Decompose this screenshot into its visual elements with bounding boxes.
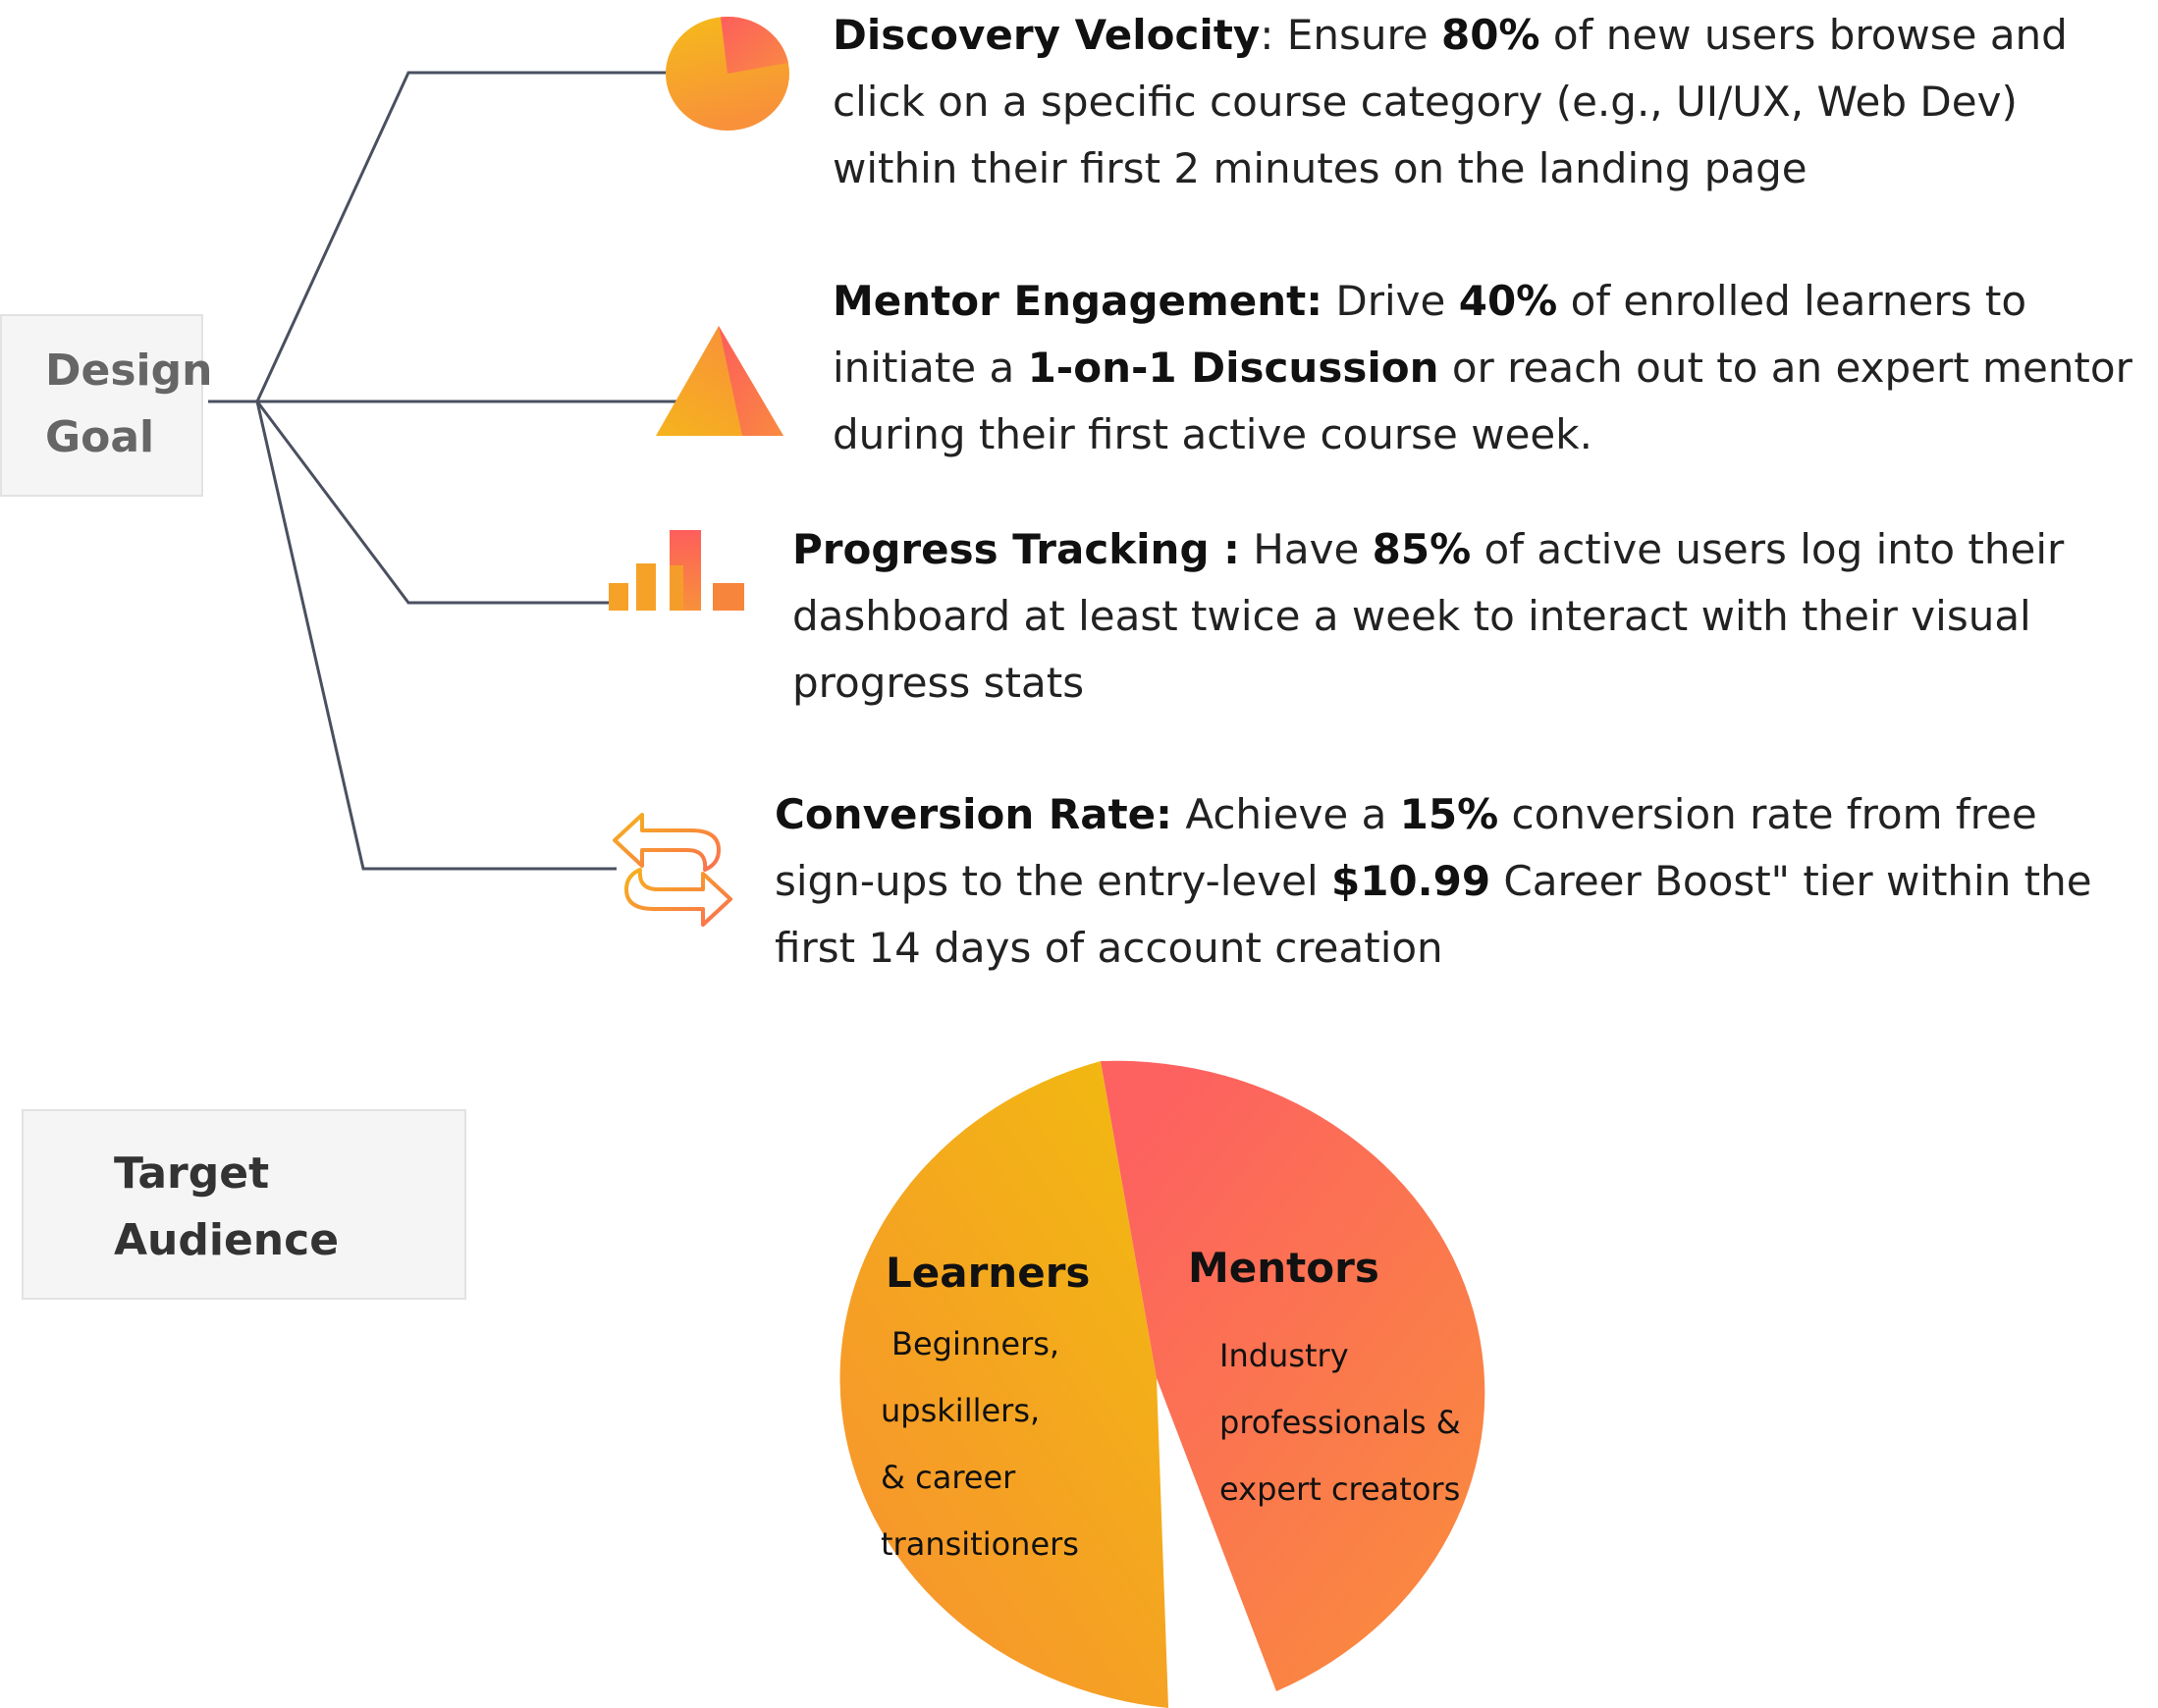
pie-chart-icon [664, 14, 791, 133]
mentors-line: Industry [1219, 1337, 1349, 1374]
goal-text: sign-ups to the entry-level [775, 857, 1331, 905]
goal-text: Achieve a [1171, 790, 1400, 838]
design-goal-label-line2: Goal [45, 412, 155, 462]
exchange-arrows-icon [611, 813, 734, 931]
goal-stat: 15% [1399, 790, 1499, 838]
goal-mentor-engagement [833, 268, 2132, 468]
learners-line: Beginners, [891, 1325, 1060, 1362]
learners-title: Learners [886, 1249, 1091, 1297]
target-audience-label-line2: Audience [114, 1215, 340, 1265]
audience-pie [776, 1031, 1561, 1708]
goal-text: conversion rate from free [1498, 790, 2037, 838]
goal-title: Conversion Rate: [775, 790, 1172, 838]
target-audience-label [22, 1109, 466, 1300]
goal-discovery-velocity [833, 2, 2068, 202]
goal-text: progress stats [792, 659, 1085, 707]
goal-text: first 14 days of account creation [775, 924, 1443, 972]
goal-text: of active users log into their [1471, 525, 2065, 573]
learners-line: upskillers, [881, 1392, 1041, 1429]
goal-emphasis: 1-on-1 Discussion [1027, 344, 1439, 392]
triangle-icon [654, 324, 785, 438]
goal-text: during their first active course week. [833, 410, 1592, 458]
goal-text: click on a specific course category (e.g., UI/UX, Web Dev) [833, 78, 2018, 126]
goal-text: or reach out to an expert mentor [1438, 344, 2132, 392]
mentors-title: Mentors [1188, 1244, 1379, 1292]
goal-text: of new users browse and [1539, 11, 2068, 59]
goal-text: initiate a [833, 344, 1028, 392]
goal-text: within their first 2 minutes on the landing page [833, 144, 1807, 192]
goal-text: Drive [1322, 277, 1459, 325]
goal-text: of enrolled learners to [1557, 277, 2027, 325]
goal-stat: 80% [1440, 11, 1540, 59]
connector-branch-3 [257, 401, 614, 603]
learners-line: transitioners [881, 1525, 1079, 1563]
mentors-line: professionals & [1219, 1404, 1461, 1441]
goal-stat: 85% [1372, 525, 1472, 573]
goal-title: Discovery Velocity [833, 11, 1261, 59]
goal-text: Career Boost" tier within the [1490, 857, 2092, 905]
learners-line: & career [881, 1459, 1016, 1496]
goal-emphasis: $10.99 [1330, 857, 1491, 905]
goal-title: Mentor Engagement: [833, 277, 1323, 325]
mentors-line: expert creators [1219, 1470, 1461, 1508]
goal-progress-tracking [792, 516, 2064, 717]
bar-chart-icon [607, 528, 746, 613]
connector-branch-1 [257, 73, 671, 401]
target-audience-label-line1: Target [114, 1148, 270, 1199]
goal-text: Have [1239, 525, 1373, 573]
goal-text: dashboard at least twice a week to interact with their visual [792, 592, 2031, 640]
goal-conversion-rate [775, 781, 2092, 982]
goal-stat: 40% [1458, 277, 1558, 325]
design-goal-label-line1: Design [45, 346, 213, 396]
goal-text: : Ensure [1260, 11, 1441, 59]
goal-title: Progress Tracking : [792, 525, 1240, 573]
